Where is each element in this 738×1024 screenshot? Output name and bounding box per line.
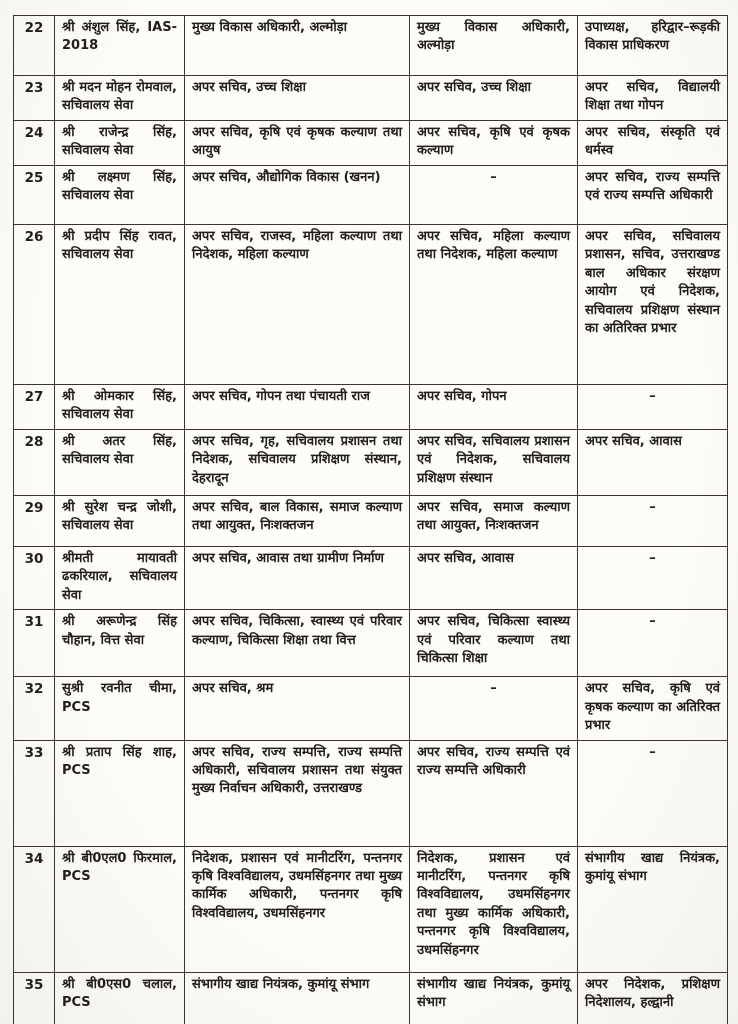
new-posting-cell: – xyxy=(578,740,728,846)
officer-name-cell: श्री अतर सिंह, सचिवालय सेवा xyxy=(55,429,185,495)
new-posting-cell: – xyxy=(578,610,728,677)
table-row xyxy=(14,224,728,384)
posting-held-cell: अपर सचिव, गृह, सचिवालय प्रशासन तथा निदेशक, सचिवालय प्रशिक्षण संस्थान, देहरादून xyxy=(185,429,410,495)
new-posting-cell: – xyxy=(578,546,728,609)
posting-retained-cell: – xyxy=(410,165,578,224)
serial-cell: 26 xyxy=(14,224,55,384)
new-posting-cell: – xyxy=(578,495,728,546)
table-row xyxy=(14,677,728,740)
new-posting-cell: संभागीय खाद्य नियंत्रक, कुमांयू संभाग xyxy=(578,846,728,972)
officer-name-cell: श्री मदन मोहन रोमवाल, सचिवालय सेवा xyxy=(55,76,185,121)
posting-retained-cell: – xyxy=(410,677,578,740)
officer-name-cell: सुश्री रवनीत चीमा, PCS xyxy=(55,677,185,740)
new-posting-cell: उपाध्यक्ष, हरिद्वार–रूड़की विकास प्राधिकरण xyxy=(578,16,728,76)
serial-cell: 33 xyxy=(14,740,55,846)
posting-held-cell: अपर सचिव, उच्च शिक्षा xyxy=(185,76,410,121)
posting-retained-cell: अपर सचिव, गोपन xyxy=(410,384,578,429)
posting-retained-cell: अपर सचिव, उच्च शिक्षा xyxy=(410,76,578,121)
officer-name-cell: श्री प्रताप सिंह शाह, PCS xyxy=(55,740,185,846)
posting-retained-cell: अपर सचिव, कृषि एवं कृषक कल्याण xyxy=(410,120,578,165)
table-row xyxy=(14,495,728,546)
serial-cell: 23 xyxy=(14,76,55,121)
officer-name-cell: श्री लक्ष्मण सिंह, सचिवालय सेवा xyxy=(55,165,185,224)
posting-held-cell: अपर सचिव, बाल विकास, समाज कल्याण तथा आयुक्त, निःशक्तजन xyxy=(185,495,410,546)
serial-cell: 30 xyxy=(14,546,55,609)
posting-retained-cell: मुख्य विकास अधिकारी, अल्मोड़ा xyxy=(410,16,578,76)
new-posting-cell: – xyxy=(578,384,728,429)
posting-retained-cell: अपर सचिव, आवास xyxy=(410,546,578,609)
posting-held-cell: अपर सचिव, श्रम xyxy=(185,677,410,740)
table-row xyxy=(14,846,728,972)
serial-cell: 35 xyxy=(14,972,55,1024)
posting-held-cell: अपर सचिव, राज्य सम्पत्ति, राज्य सम्पत्ति अधिकारी, सचिवालय प्रशासन तथा संयुक्त मुख्य निर्वाचन अधिकारी, उत्तराखण्ड xyxy=(185,740,410,846)
new-posting-cell: अपर सचिव, आवास xyxy=(578,429,728,495)
posting-held-cell: मुख्य विकास अधिकारी, अल्मोड़ा xyxy=(185,16,410,76)
posting-retained-cell: अपर सचिव, चिकित्सा स्वास्थ्य एवं परिवार कल्याण तथा चिकित्सा शिक्षा xyxy=(410,610,578,677)
posting-retained-cell: निदेशक, प्रशासन एवं मानीटरिंग, पन्तनगर कृषि विश्वविद्यालय, उधमसिंहनगर तथा मुख्य कार्मिक अधिकारी, पन्तनगर कृषि विश्वविद्यालय, उधमसिंहनगर xyxy=(410,846,578,972)
posting-held-cell: अपर सचिव, चिकित्सा, स्वास्थ्य एवं परिवार कल्याण, चिकित्सा शिक्षा तथा वित्त xyxy=(185,610,410,677)
serial-cell: 27 xyxy=(14,384,55,429)
officer-name-cell: श्री अंशुल सिंह, IAS-2018 xyxy=(55,16,185,76)
posting-retained-cell: संभागीय खाद्य नियंत्रक, कुमांयू संभाग xyxy=(410,972,578,1024)
serial-cell: 31 xyxy=(14,610,55,677)
posting-retained-cell: अपर सचिव, सचिवालय प्रशासन एवं निदेशक, सचिवालय प्रशिक्षण संस्थान xyxy=(410,429,578,495)
serial-cell: 32 xyxy=(14,677,55,740)
table-row xyxy=(14,972,728,1024)
posting-retained-cell: अपर सचिव, समाज कल्याण तथा आयुक्त, निःशक्तजन xyxy=(410,495,578,546)
table-row xyxy=(14,165,728,224)
officer-name-cell: श्री बी0एल0 फिरमाल, PCS xyxy=(55,846,185,972)
new-posting-cell: अपर सचिव, राज्य सम्पत्ति एवं राज्य सम्पत्ति अधिकारी xyxy=(578,165,728,224)
posting-held-cell: अपर सचिव, कृषि एवं कृषक कल्याण तथा आयुष xyxy=(185,120,410,165)
officer-name-cell: श्री राजेन्द्र सिंह, सचिवालय सेवा xyxy=(55,120,185,165)
serial-cell: 22 xyxy=(14,16,55,76)
serial-cell: 24 xyxy=(14,120,55,165)
transfer-posting-table xyxy=(13,15,728,1024)
posting-held-cell: अपर सचिव, औद्योगिक विकास (खनन) xyxy=(185,165,410,224)
table-row xyxy=(14,120,728,165)
posting-retained-cell: अपर सचिव, महिला कल्याण तथा निदेशक, महिला कल्याण xyxy=(410,224,578,384)
serial-cell: 25 xyxy=(14,165,55,224)
posting-held-cell: अपर सचिव, राजस्व, महिला कल्याण तथा निदेशक, महिला कल्याण xyxy=(185,224,410,384)
new-posting-cell: अपर सचिव, कृषि एवं कृषक कल्याण का अतिरिक्त प्रभार xyxy=(578,677,728,740)
table-row xyxy=(14,76,728,121)
serial-cell: 29 xyxy=(14,495,55,546)
new-posting-cell: अपर सचिव, सचिवालय प्रशासन, सचिव, उत्तराखण्ड बाल अधिकार संरक्षण आयोग एवं निदेशक, सचिवालय प्रशिक्षण संस्थान का अतिरिक्त प्रभार xyxy=(578,224,728,384)
posting-held-cell: संभागीय खाद्य नियंत्रक, कुमांयू संभाग xyxy=(185,972,410,1024)
officer-name-cell: श्री ओमकार सिंह, सचिवालय सेवा xyxy=(55,384,185,429)
new-posting-cell: अपर सचिव, संस्कृति एवं धर्मस्व xyxy=(578,120,728,165)
table-row xyxy=(14,546,728,609)
new-posting-cell: अपर सचिव, विद्यालयी शिक्षा तथा गोपन xyxy=(578,76,728,121)
serial-cell: 34 xyxy=(14,846,55,972)
table-row xyxy=(14,740,728,846)
posting-held-cell: अपर सचिव, गोपन तथा पंचायती राज xyxy=(185,384,410,429)
officer-name-cell: श्री अरूणेन्द्र सिंह चौहान, वित्त सेवा xyxy=(55,610,185,677)
new-posting-cell: अपर निदेशक, प्रशिक्षण निदेशालय, हल्द्वानी xyxy=(578,972,728,1024)
table-row xyxy=(14,384,728,429)
officer-name-cell: श्री बी0एस0 चलाल, PCS xyxy=(55,972,185,1024)
table-row xyxy=(14,610,728,677)
posting-retained-cell: अपर सचिव, राज्य सम्पत्ति एवं राज्य सम्पत्ति अधिकारी xyxy=(410,740,578,846)
table-row xyxy=(14,429,728,495)
officer-name-cell: श्रीमती मायावती ढकरियाल, सचिवालय सेवा xyxy=(55,546,185,609)
table-row xyxy=(14,16,728,76)
serial-cell: 28 xyxy=(14,429,55,495)
officer-name-cell: श्री सुरेश चन्द्र जोशी, सचिवालय सेवा xyxy=(55,495,185,546)
posting-held-cell: अपर सचिव, आवास तथा ग्रामीण निर्माण xyxy=(185,546,410,609)
posting-held-cell: निदेशक, प्रशासन एवं मानीटरिंग, पन्तनगर कृषि विश्वविद्यालय, उधमसिंहनगर तथा मुख्य कार्मिक अधिकारी, पन्तनगर कृषि विश्वविद्यालय, उधमसिंहनगर xyxy=(185,846,410,972)
officer-name-cell: श्री प्रदीप सिंह रावत, सचिवालय सेवा xyxy=(55,224,185,384)
